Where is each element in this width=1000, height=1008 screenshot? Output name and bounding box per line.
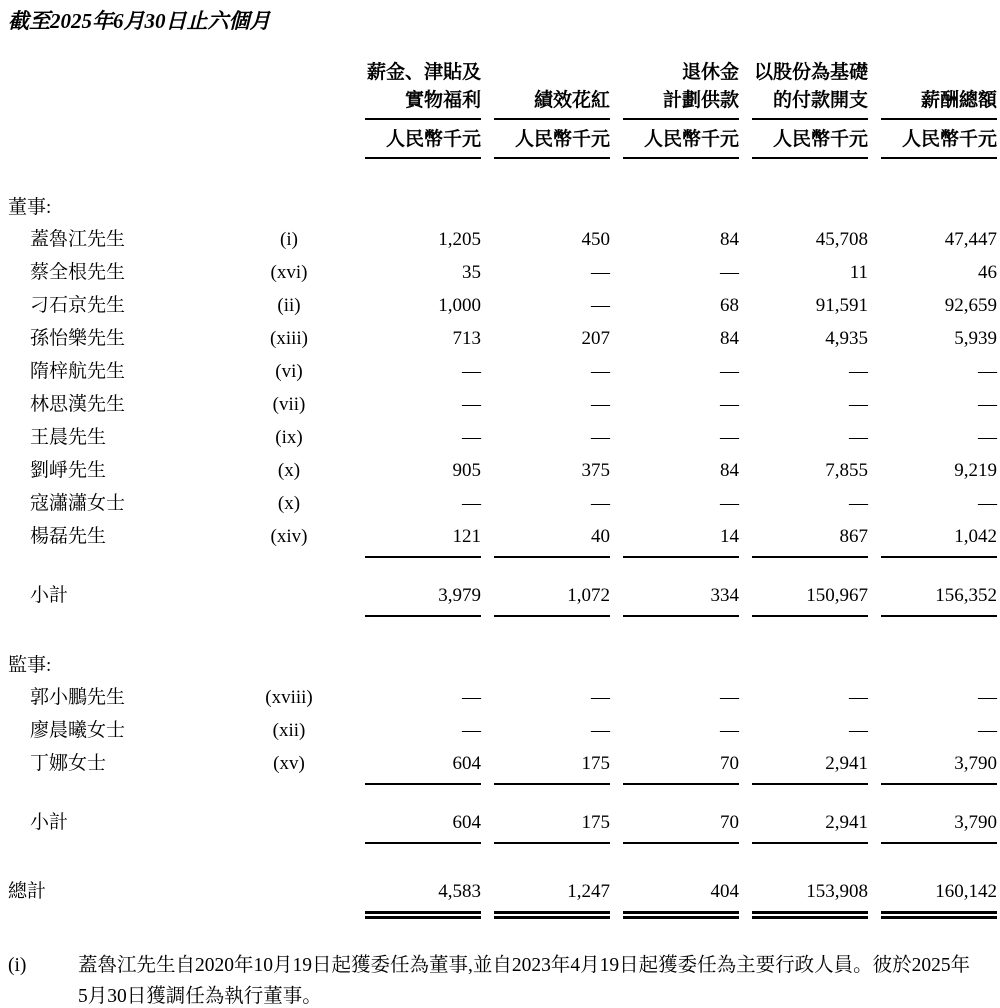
value-with-rule: 人民幣千元 [881, 127, 997, 159]
table-row [8, 520, 1000, 558]
subtotal-row [8, 583, 1000, 617]
value-cell [352, 714, 481, 747]
value-cell-3 [739, 289, 868, 322]
row-note: (x) [277, 460, 301, 481]
page-title: 截至2025年6月30日止六個月 [8, 9, 271, 33]
table-row [8, 322, 1000, 355]
value-cell-subtotal-4 [868, 583, 997, 617]
row-note: (xii) [272, 720, 306, 741]
row-note: (ix) [275, 427, 303, 448]
value-text: — [978, 493, 997, 514]
value-cell-header-bottom-4 [868, 88, 997, 120]
value-cell-3 [739, 751, 868, 785]
value-cell-4 [868, 223, 997, 256]
value-with-rule: 人民幣千元 [623, 127, 739, 159]
value-cell-3 [739, 681, 868, 714]
value-cell-4 [868, 681, 997, 714]
value-cell-subtotal-3 [739, 583, 868, 617]
value-text: — [591, 427, 610, 448]
value-text: 207 [581, 328, 610, 349]
value-text: 46 [978, 262, 997, 283]
value-cell-2 [610, 524, 739, 558]
value-with-rule: 3,979 [365, 583, 481, 617]
row-name: 楊磊先生 [30, 526, 107, 547]
row-note: (vii) [272, 394, 306, 415]
value-text: — [849, 361, 868, 382]
value-cell-4 [868, 322, 997, 355]
value-cell-1 [481, 256, 610, 289]
footnote-marker: (i) [8, 955, 27, 976]
value-with-rule: 1,042 [881, 524, 997, 558]
value-text: 7,855 [825, 460, 868, 481]
value-text: — [849, 394, 868, 415]
value-cell-1 [481, 454, 610, 487]
value-text: 1,000 [438, 295, 481, 316]
value-text: 47,447 [944, 229, 997, 250]
value-cell-3 [739, 388, 868, 421]
row-name: 隋梓航先生 [30, 361, 126, 382]
value-cell-4 [868, 256, 997, 289]
row-name: 丁娜女士 [30, 753, 107, 774]
table-row [8, 223, 1000, 256]
value-cell-unit-label-0 [352, 127, 481, 159]
value-cell-2 [610, 454, 739, 487]
value-cell-2 [610, 421, 739, 454]
value-with-rule: 604 [365, 751, 481, 785]
row-name: 孫怡樂先生 [30, 328, 126, 349]
value-with-rule: 1,072 [494, 583, 610, 617]
value-cell-1 [481, 355, 610, 388]
value-cell-total-0 [352, 879, 481, 919]
value-text: — [591, 394, 610, 415]
row-name: 蓋魯江先生 [30, 229, 126, 250]
value-text: — [720, 361, 739, 382]
value-cell-3 [739, 487, 868, 520]
value-text: 1,205 [438, 229, 481, 250]
value-with-rule: 867 [752, 524, 868, 558]
row-note: (xviii) [265, 687, 313, 708]
value-cell-3 [739, 421, 868, 454]
value-cell-1 [481, 421, 610, 454]
value-cell-1 [481, 751, 610, 785]
value-cell-header-bottom-0 [352, 88, 481, 120]
value-cell-header-top-2 [610, 58, 739, 88]
section-heading-row [8, 193, 1000, 223]
row-note: (xiii) [270, 328, 308, 349]
value-with-rule: 人民幣千元 [752, 127, 868, 159]
table-row [8, 747, 1000, 785]
value-cell-subtotal-3 [739, 810, 868, 844]
row-note: (xv) [273, 753, 305, 774]
value-text: — [591, 361, 610, 382]
row-name: 刁石京先生 [30, 295, 126, 316]
value-cell-2 [610, 223, 739, 256]
subtotal-label: 小計 [30, 585, 69, 606]
value-text: — [591, 720, 610, 741]
value-text: 以股份為基礎 [753, 62, 868, 83]
value-text: — [462, 361, 481, 382]
value-cell-subtotal-4 [868, 810, 997, 844]
value-cell-2 [610, 388, 739, 421]
value-cell-unit-label-3 [739, 127, 868, 159]
value-cell-2 [610, 681, 739, 714]
value-with-rule: 404 [623, 879, 739, 919]
value-cell-subtotal-2 [610, 810, 739, 844]
row-name: 王晨先生 [30, 427, 107, 448]
value-text: — [462, 394, 481, 415]
value-cell-header-bottom-2 [610, 88, 739, 120]
footnote-text: 蓋魯江先生自2020年10月19日起獲委任為董事,並自2023年4月19日起獲委任為主要行政人員。彼於2025年5月30日獲調任為執行董事。 [78, 955, 971, 1007]
value-cell-3 [739, 714, 868, 747]
value-with-rule: 2,941 [752, 751, 868, 785]
value-text: 84 [720, 328, 739, 349]
value-cell-1 [481, 322, 610, 355]
value-cell-subtotal-2 [610, 583, 739, 617]
value-cell-3 [739, 256, 868, 289]
value-cell-4 [868, 454, 997, 487]
value-cell-subtotal-1 [481, 583, 610, 617]
value-with-rule: 績效花紅 [494, 88, 610, 120]
value-cell-1 [481, 681, 610, 714]
value-with-rule: 的付款開支 [752, 88, 868, 120]
row-note: (i) [280, 229, 298, 250]
value-with-rule: 153,908 [752, 879, 868, 919]
table-row [8, 256, 1000, 289]
value-cell-1 [481, 388, 610, 421]
value-with-rule: 121 [365, 524, 481, 558]
value-text: 35 [462, 262, 481, 283]
table-row [8, 454, 1000, 487]
value-text: 84 [720, 460, 739, 481]
value-text: — [462, 720, 481, 741]
section-heading: 監事: [8, 655, 52, 676]
value-cell-2 [610, 355, 739, 388]
table-row [8, 355, 1000, 388]
value-cell-1 [481, 487, 610, 520]
value-cell-4 [868, 289, 997, 322]
value-text: — [591, 493, 610, 514]
value-text: 45,708 [815, 229, 868, 250]
value-with-rule: 3,790 [881, 810, 997, 844]
value-text: — [720, 427, 739, 448]
value-cell-header-top-3 [739, 58, 868, 88]
value-text: — [849, 687, 868, 708]
value-cell-unit-label-4 [868, 127, 997, 159]
value-cell-2 [610, 289, 739, 322]
value-cell [352, 454, 481, 487]
value-cell [352, 322, 481, 355]
table-row [8, 289, 1000, 322]
section-heading-row [8, 651, 1000, 681]
value-cell-2 [610, 751, 739, 785]
value-text: — [720, 720, 739, 741]
table-row [8, 487, 1000, 520]
value-cell-header-bottom-1 [481, 88, 610, 120]
row-note: (vi) [275, 361, 303, 382]
value-cell-total-2 [610, 879, 739, 919]
subtotal-label: 小計 [30, 812, 69, 833]
total-label: 總計 [8, 881, 47, 902]
value-text: 905 [452, 460, 481, 481]
row-name: 廖晨曦女士 [30, 720, 126, 741]
table-row [8, 681, 1000, 714]
value-text: 68 [720, 295, 739, 316]
value-text: — [978, 394, 997, 415]
value-cell [352, 681, 481, 714]
section-heading: 董事: [8, 197, 52, 218]
value-text: — [462, 493, 481, 514]
footnotes [8, 950, 1000, 1008]
value-cell [352, 223, 481, 256]
value-cell [352, 421, 481, 454]
value-cell-total-4 [868, 879, 997, 919]
value-text: 450 [581, 229, 610, 250]
header-row-bottom [8, 88, 1000, 120]
value-with-rule: 40 [494, 524, 610, 558]
row-note: (ii) [277, 295, 301, 316]
value-cell-4 [868, 487, 997, 520]
footnote-item [8, 950, 1000, 1008]
value-text: — [849, 720, 868, 741]
value-with-rule: 604 [365, 810, 481, 844]
value-cell-header-bottom-3 [739, 88, 868, 120]
value-cell-4 [868, 714, 997, 747]
value-cell-2 [610, 714, 739, 747]
value-cell-4 [868, 355, 997, 388]
value-with-rule: 175 [494, 751, 610, 785]
value-with-rule: 70 [623, 751, 739, 785]
value-with-rule: 人民幣千元 [494, 127, 610, 159]
value-cell-2 [610, 256, 739, 289]
value-cell [352, 256, 481, 289]
value-cell-4 [868, 388, 997, 421]
value-text: 薪金、津貼及 [366, 62, 481, 83]
value-cell [352, 289, 481, 322]
value-cell-subtotal-0 [352, 583, 481, 617]
value-text: — [978, 361, 997, 382]
row-name: 寇瀟瀟女士 [30, 493, 126, 514]
value-text: — [591, 687, 610, 708]
value-with-rule: 334 [623, 583, 739, 617]
value-text: 375 [581, 460, 610, 481]
value-cell-unit-label-2 [610, 127, 739, 159]
value-cell-total-3 [739, 879, 868, 919]
value-text: — [720, 687, 739, 708]
header-row-units [8, 127, 1000, 159]
value-text: — [462, 427, 481, 448]
value-cell-2 [610, 322, 739, 355]
value-text: — [720, 262, 739, 283]
row-note: (xiv) [270, 526, 308, 547]
value-cell-3 [739, 454, 868, 487]
row-name: 林思漢先生 [30, 394, 126, 415]
value-text: 713 [452, 328, 481, 349]
value-cell-3 [739, 355, 868, 388]
value-cell-2 [610, 487, 739, 520]
value-cell-3 [739, 524, 868, 558]
value-cell-1 [481, 289, 610, 322]
value-cell-total-1 [481, 879, 610, 919]
row-note: (xvi) [270, 262, 308, 283]
value-text: 92,659 [944, 295, 997, 316]
header-row-top [8, 58, 1000, 88]
value-text: — [978, 427, 997, 448]
row-name: 劉崢先生 [30, 460, 107, 481]
value-cell-3 [739, 322, 868, 355]
value-with-rule: 3,790 [881, 751, 997, 785]
value-text: 91,591 [815, 295, 868, 316]
value-cell-header-top-0 [352, 58, 481, 88]
value-cell-4 [868, 751, 997, 785]
value-text: — [591, 262, 610, 283]
remuneration-table [8, 58, 1000, 919]
value-with-rule: 175 [494, 810, 610, 844]
value-cell-1 [481, 714, 610, 747]
value-cell-4 [868, 421, 997, 454]
value-text: — [720, 493, 739, 514]
value-with-rule: 薪酬總額 [881, 88, 997, 120]
value-cell [352, 524, 481, 558]
value-cell-3 [739, 223, 868, 256]
total-row [8, 879, 1000, 919]
value-text: 5,939 [954, 328, 997, 349]
value-text: — [720, 394, 739, 415]
value-cell-1 [481, 524, 610, 558]
value-text: 84 [720, 229, 739, 250]
value-cell-4 [868, 524, 997, 558]
value-text: 退休金 [681, 62, 739, 83]
row-name: 蔡全根先生 [30, 262, 126, 283]
value-text: — [849, 427, 868, 448]
value-with-rule: 計劃供款 [623, 88, 739, 120]
value-cell [352, 388, 481, 421]
value-text: — [978, 687, 997, 708]
value-with-rule: 4,583 [365, 879, 481, 919]
value-cell-subtotal-0 [352, 810, 481, 844]
table-row [8, 714, 1000, 747]
value-with-rule: 14 [623, 524, 739, 558]
subtotal-row [8, 810, 1000, 844]
value-cell [352, 487, 481, 520]
value-text: — [591, 295, 610, 316]
value-text: — [978, 720, 997, 741]
value-cell-1 [481, 223, 610, 256]
value-with-rule: 2,941 [752, 810, 868, 844]
value-with-rule: 160,142 [881, 879, 997, 919]
row-note: (x) [277, 493, 301, 514]
value-with-rule: 150,967 [752, 583, 868, 617]
value-cell-subtotal-1 [481, 810, 610, 844]
row-name: 郭小鵬先生 [30, 687, 126, 708]
value-cell [352, 355, 481, 388]
value-with-rule: 156,352 [881, 583, 997, 617]
value-with-rule: 人民幣千元 [365, 127, 481, 159]
table-row [8, 421, 1000, 454]
value-text: — [849, 493, 868, 514]
value-text: — [462, 687, 481, 708]
value-with-rule: 1,247 [494, 879, 610, 919]
value-text: 11 [849, 262, 868, 283]
value-text: 4,935 [825, 328, 868, 349]
value-with-rule: 實物福利 [365, 88, 481, 120]
value-cell [352, 751, 481, 785]
value-with-rule: 70 [623, 810, 739, 844]
table-row [8, 388, 1000, 421]
value-text: 9,219 [954, 460, 997, 481]
value-cell-unit-label-1 [481, 127, 610, 159]
